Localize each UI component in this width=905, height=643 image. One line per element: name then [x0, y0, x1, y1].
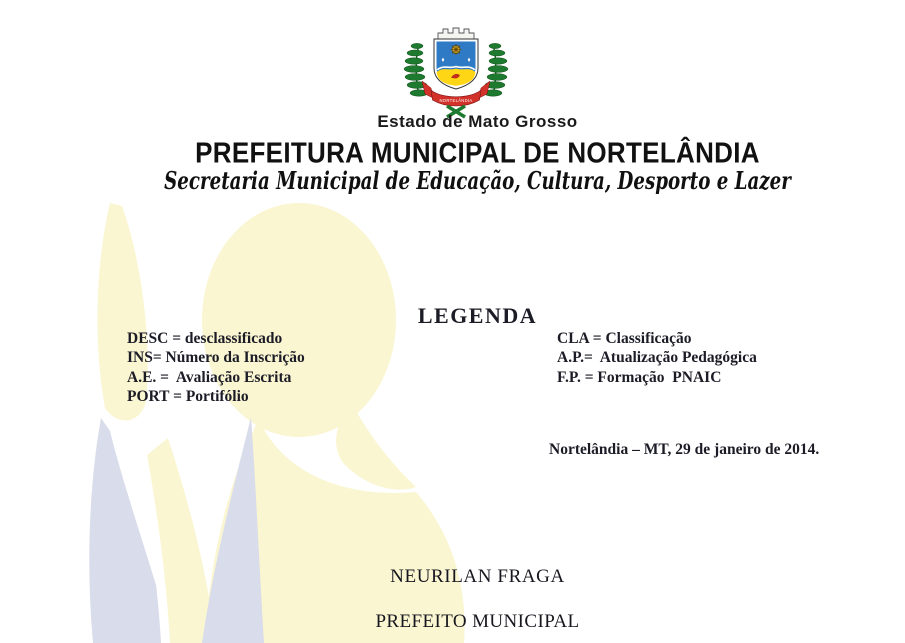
crest-gold-emblem-icon [451, 44, 462, 55]
signature-name: NEURILAN FRAGA [390, 566, 565, 587]
legend-right-column [557, 329, 757, 387]
legend-item-ae: A.E. = Avaliação Escrita [127, 368, 292, 386]
signature-role: PREFEITO MUNICIPAL [375, 611, 580, 632]
municipality-title: PREFEITURA MUNICIPAL DE NORTELÂNDIA [195, 136, 760, 169]
dateline: Nortelândia – MT, 29 de janeiro de 2014. [549, 441, 820, 458]
legend-item-cla: CLA = Classificação [557, 330, 692, 347]
crest-banner-text: NORTELÂNDIA [439, 97, 473, 103]
legend-item-ap: A.P.= Atualização Pedagógica [557, 349, 757, 367]
municipal-coat-of-arms [391, 24, 521, 120]
state-line: Estado de Mato Grosso [377, 112, 578, 131]
legend-left-column [127, 329, 305, 406]
legend-item-port: PORT = Portifólio [127, 387, 249, 405]
secretariat-subtitle: Secretaria Municipal de Educação, Cultura, Desporto e Lazer [164, 166, 791, 195]
legend-item-fp: F.P. = Formação PNAIC [557, 368, 722, 386]
legend-item-ins: INS= Número da Inscrição [127, 349, 305, 367]
crest-mural-crown-icon [438, 28, 474, 40]
crest-shield [434, 39, 478, 89]
watermark-lobe-shape [336, 404, 416, 490]
legend-heading: LEGENDA [417, 303, 538, 328]
legend-item-desc: DESC = desclassificado [127, 330, 283, 347]
